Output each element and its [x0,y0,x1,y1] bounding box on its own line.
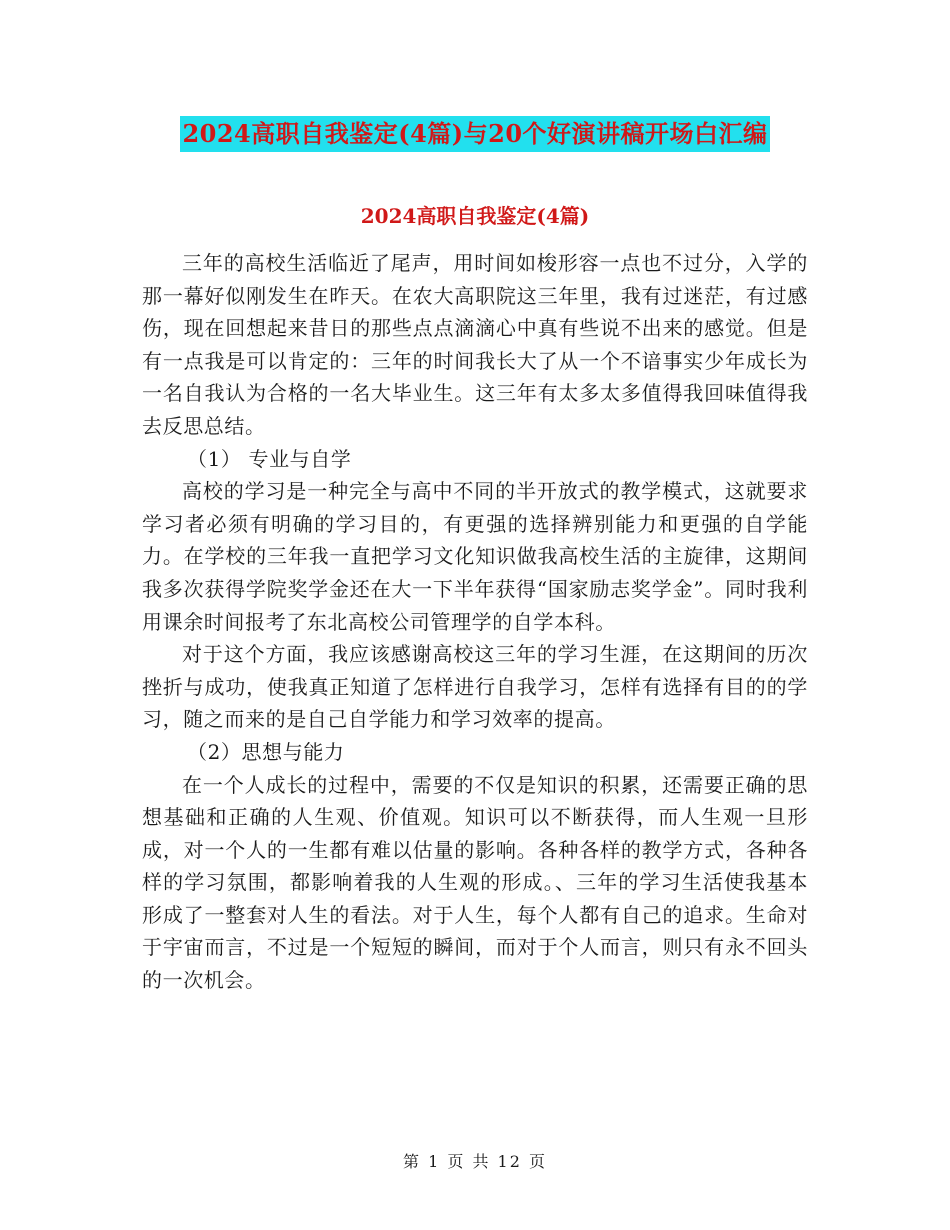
main-title-text: 2024高职自我鉴定(4篇)与20个好演讲稿开场白汇编 [180,116,769,152]
paragraph: 高校的学习是一种完全与高中不同的半开放式的教学模式，这就要求学习者必须有明确的学习目的，有更强的选择辨别能力和更强的自学能力。在学校的三年我一直把学习文化知识做我高校生活的主旋律，这期间我多次获得学院奖学金还在大一下半年获得“国家励志奖学金”。同时我利用课余时间报考了东北高校公司管理学的自学本科。 [142,479,808,634]
document-body [142,247,808,997]
main-title [0,112,950,152]
paragraph: 三年的高校生活临近了尾声，用时间如梭形容一点也不过分，入学的那一幕好似刚发生在昨天。在农大高职院这三年里，我有过迷茫，有过感伤，现在回想起来昔日的那些点点滴滴心中真有些说不出来的感觉。但是有一点我是可以肯定的：三年的时间我长大了从一个不谙事实少年成长为一名自我认为合格的一名大毕业生。这三年有太多太多值得我回味值得我去反思总结。 [142,251,808,438]
paragraph: 在一个人成长的过程中，需要的不仅是知识的积累，还需要正确的思想基础和正确的人生观、价值观。知识可以不断获得，而人生观一旦形成，对一个人的一生都有难以估量的影响。各种各样的教学方式，各种各样的学习氛围，都影响着我的人生观的形成。、三年的学习生活使我基本形成了一整套对人生的看法。对于人生，每个人都有自己的追求。生命对于宇宙而言，不过是一个短短的瞬间，而对于个人而言，则只有永不回头的一次机会。 [142,772,808,993]
section-title: 2024高职自我鉴定(4篇) [360,204,590,228]
page-footer: 第 1 页 共 12 页 [403,1152,547,1171]
paragraph: 对于这个方面，我应该感谢高校这三年的学习生涯，在这期间的历次挫折与成功，使我真正知道了怎样进行自我学习，怎样有选择有目的的学习，随之而来的是自己自学能力和学习效率的提高。 [142,642,808,732]
subheading: （2）思想与能力 [187,739,345,764]
subheading: （1） 专业与自学 [187,446,352,471]
